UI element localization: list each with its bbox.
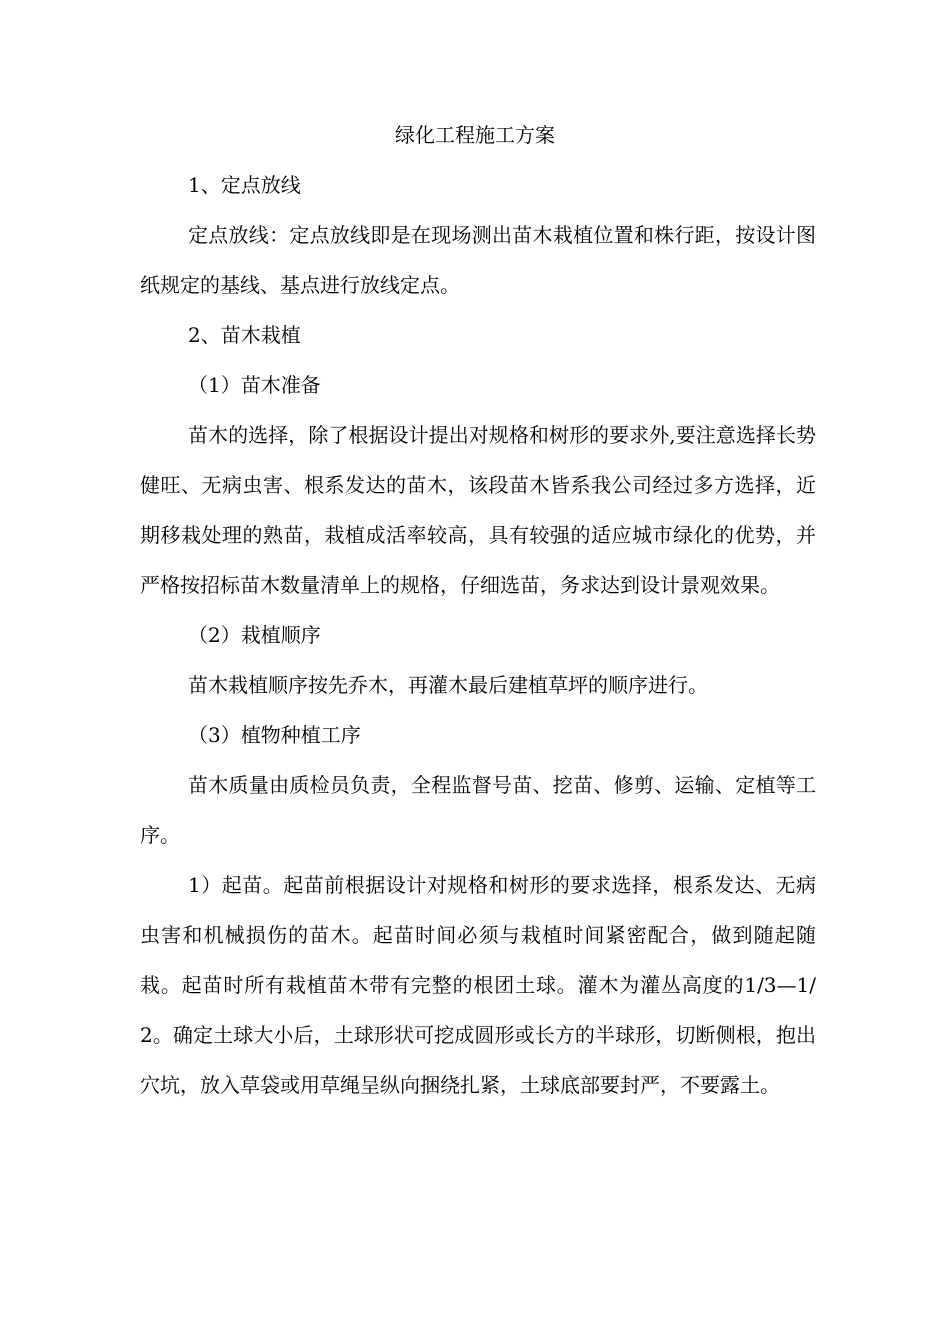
paragraph-stake-out: 定点放线：定点放线即是在现场测出苗木栽植位置和株行距，按设计图纸规定的基线、基点进行放线定点。 <box>140 223 816 297</box>
subheading-order: （2）栽植顺序 <box>188 623 321 647</box>
heading-planting: 2、苗木栽植 <box>188 323 301 347</box>
paragraph-lifting: 1）起苗。起苗前根据设计对规格和树形的要求选择，根系发达、无病虫害和机械损伤的苗木。起苗时间必须与栽植时间紧密配合，做到随起随栽。起苗时所有栽植苗木带有完整的根团土球。灌木为灌丛高度的1/3—1/2。确定土球大小后，土球形状可挖成圆形或长方的半球形，切断侧根，抱出穴坑，放入草袋或用草绳呈纵向捆绕扎紧，土球底部要封严，不要露土。 <box>140 873 816 1097</box>
paragraph-preparation: 苗木的选择，除了根据设计提出对规格和树形的要求外,要注意选择长势健旺、无病虫害、根系发达的苗木，该段苗木皆系我公司经过多方选择，近期移栽处理的熟苗，栽植成活率较高，具有较强的适应城市绿化的优势，并严格按招标苗木数量清单上的规格，仔细选苗，务求达到设计景观效果。 <box>140 423 816 597</box>
subheading-preparation: （1）苗木准备 <box>188 373 321 397</box>
heading-stake-out: 1、定点放线 <box>188 173 301 197</box>
paragraph-procedures: 苗木质量由质检员负责，全程监督号苗、挖苗、修剪、运输、定植等工序。 <box>140 773 816 847</box>
document-body <box>140 160 816 1110</box>
paragraph-order: 苗木栽植顺序按先乔木，再灌木最后建植草坪的顺序进行。 <box>188 673 708 697</box>
subheading-procedures: （3）植物种植工序 <box>188 723 361 747</box>
document-title: 绿化工程施工方案 <box>395 123 555 147</box>
